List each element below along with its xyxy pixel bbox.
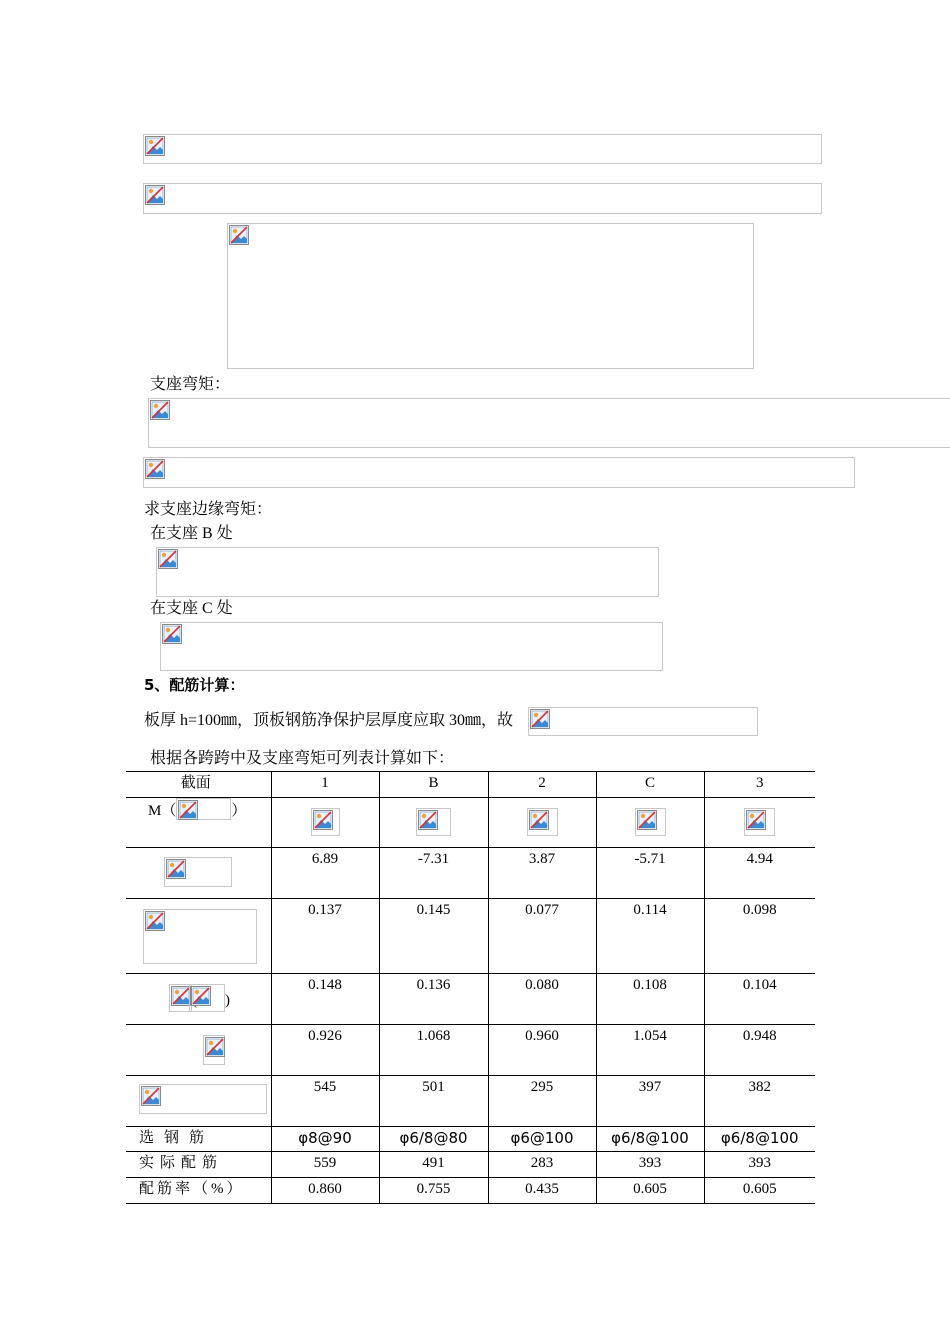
- edge-moment-label: 求支座边缘弯矩：: [144, 501, 273, 518]
- area-c: 393: [596, 1152, 704, 1178]
- moment-image-2: [527, 808, 558, 836]
- moment-unit-image: [176, 798, 231, 820]
- broken-image-icon: [145, 459, 165, 479]
- calc-row-2: [126, 899, 815, 974]
- broken-image-icon: [529, 810, 549, 830]
- bar-b: φ6/8@80: [379, 1127, 488, 1152]
- broken-image-icon: [166, 859, 186, 879]
- moment-image-3: [744, 808, 775, 836]
- bar-selection-label: 选钢筋: [126, 1127, 271, 1152]
- ratio-c: 0.605: [596, 1178, 704, 1204]
- bar-selection-row: [126, 1127, 815, 1152]
- formula-image-4: [148, 398, 950, 448]
- calc-row-4: [126, 1025, 815, 1076]
- cell-r4-c5: 0.948: [704, 1025, 815, 1076]
- bar-2: φ6@100: [488, 1127, 596, 1152]
- col-header-3: 3: [704, 772, 815, 798]
- cell-r2-c2: 0.145: [379, 899, 488, 974]
- area-3: 393: [704, 1152, 815, 1178]
- broken-image-icon: [145, 185, 165, 205]
- broken-image-icon: [418, 810, 438, 830]
- cell-r3-c3: 0.080: [488, 974, 596, 1025]
- formula-image-2: [143, 183, 822, 214]
- actual-area-label: 实际配筋: [126, 1152, 271, 1178]
- cell-r1-c5: 4.94: [704, 848, 815, 899]
- col-header-b: B: [379, 772, 488, 798]
- ratio-1: 0.860: [271, 1178, 379, 1204]
- support-b-label: 在支座 B 处: [150, 525, 233, 542]
- header-row: [126, 772, 815, 798]
- moment-image-1: [311, 808, 340, 836]
- col-header-2: 2: [488, 772, 596, 798]
- formula-image-5: [143, 457, 855, 488]
- ratio-b: 0.755: [379, 1178, 488, 1204]
- calc-row-3: [126, 974, 815, 1025]
- cell-r3-c2: 0.136: [379, 974, 488, 1025]
- cell-r1-c4: -5.71: [596, 848, 704, 899]
- section-heading: 5、配筋计算：: [144, 676, 245, 694]
- area-b: 491: [379, 1152, 488, 1178]
- row-label-image-3b: [189, 984, 225, 1012]
- area-2: 283: [488, 1152, 596, 1178]
- broken-image-icon: [178, 800, 198, 820]
- broken-image-icon: [205, 1037, 225, 1057]
- area-1: 559: [271, 1152, 379, 1178]
- cell-r1-c2: -7.31: [379, 848, 488, 899]
- cell-r5-c4: 397: [596, 1076, 704, 1127]
- paren-close: ): [225, 992, 230, 1009]
- moment-image-b: [416, 808, 451, 836]
- header-section-label: 截面: [126, 772, 271, 798]
- formula-image-support-b: [156, 547, 659, 597]
- broken-image-icon: [229, 225, 249, 245]
- broken-image-icon: [162, 624, 182, 644]
- broken-image-icon: [141, 1086, 161, 1106]
- cell-r4-c4: 1.054: [596, 1025, 704, 1076]
- broken-image-icon: [145, 911, 165, 931]
- cell-r5-c5: 382: [704, 1076, 815, 1127]
- bar-3: φ6/8@100: [704, 1127, 815, 1152]
- moment-label-suffix: ）: [231, 803, 247, 819]
- cell-r2-c4: 0.114: [596, 899, 704, 974]
- cell-r3-c5: 0.104: [704, 974, 815, 1025]
- cell-r4-c3: 0.960: [488, 1025, 596, 1076]
- cell-r2-c3: 0.077: [488, 899, 596, 974]
- moment-image-c: [635, 808, 666, 836]
- calc-row-5: [126, 1076, 815, 1127]
- cell-r2-c5: 0.098: [704, 899, 815, 974]
- support-moment-label: 支座弯矩：: [150, 376, 231, 393]
- broken-image-icon: [637, 810, 657, 830]
- broken-image-icon: [530, 709, 550, 729]
- cell-r3-c1: 0.148: [271, 974, 379, 1025]
- broken-image-icon: [158, 549, 178, 569]
- actual-area-row: [126, 1152, 815, 1178]
- row-label-image-4: [203, 1035, 225, 1065]
- calc-row-1: [126, 848, 815, 899]
- row-label-image-5: [139, 1084, 267, 1114]
- ratio-3: 0.605: [704, 1178, 815, 1204]
- support-c-label: 在支座 C 处: [150, 600, 233, 617]
- bar-1: φ8@90: [271, 1127, 379, 1152]
- cell-r3-c4: 0.108: [596, 974, 704, 1025]
- cell-r5-c1: 545: [271, 1076, 379, 1127]
- row-label-image-2: [143, 909, 257, 964]
- col-header-c: C: [596, 772, 704, 798]
- row-label-image-1: [164, 857, 232, 887]
- moment-row: [126, 798, 815, 848]
- bar-c: φ6/8@100: [596, 1127, 704, 1152]
- broken-image-icon: [150, 400, 170, 420]
- formula-image-1: [143, 134, 822, 164]
- col-header-1: 1: [271, 772, 379, 798]
- ratio-2: 0.435: [488, 1178, 596, 1204]
- cell-r5-c2: 501: [379, 1076, 488, 1127]
- cell-r4-c1: 0.926: [271, 1025, 379, 1076]
- plate-thickness-text: 板厚 h=100㎜，顶板钢筋净保护层厚度应取 30㎜，故: [144, 712, 514, 729]
- ratio-label: 配筋率（%）: [126, 1178, 271, 1204]
- moment-row-label: [126, 798, 271, 848]
- formula-image-support-c: [160, 622, 663, 671]
- cell-r2-c1: 0.137: [271, 899, 379, 974]
- table-intro: 根据各跨跨中及支座弯矩可列表计算如下：: [150, 750, 455, 767]
- moment-label-prefix: M（: [148, 803, 177, 819]
- reinforcement-table: [126, 771, 815, 1204]
- broken-image-icon: [313, 810, 333, 830]
- cell-r1-c1: 6.89: [271, 848, 379, 899]
- broken-image-icon: [191, 986, 211, 1006]
- cell-r4-c2: 1.068: [379, 1025, 488, 1076]
- formula-image-h0: [528, 707, 758, 736]
- broken-image-icon: [145, 136, 165, 156]
- formula-image-3: [227, 223, 754, 369]
- cell-r1-c3: 3.87: [488, 848, 596, 899]
- broken-image-icon: [171, 986, 191, 1006]
- ratio-row: [126, 1178, 815, 1204]
- broken-image-icon: [746, 810, 766, 830]
- cell-r5-c3: 295: [488, 1076, 596, 1127]
